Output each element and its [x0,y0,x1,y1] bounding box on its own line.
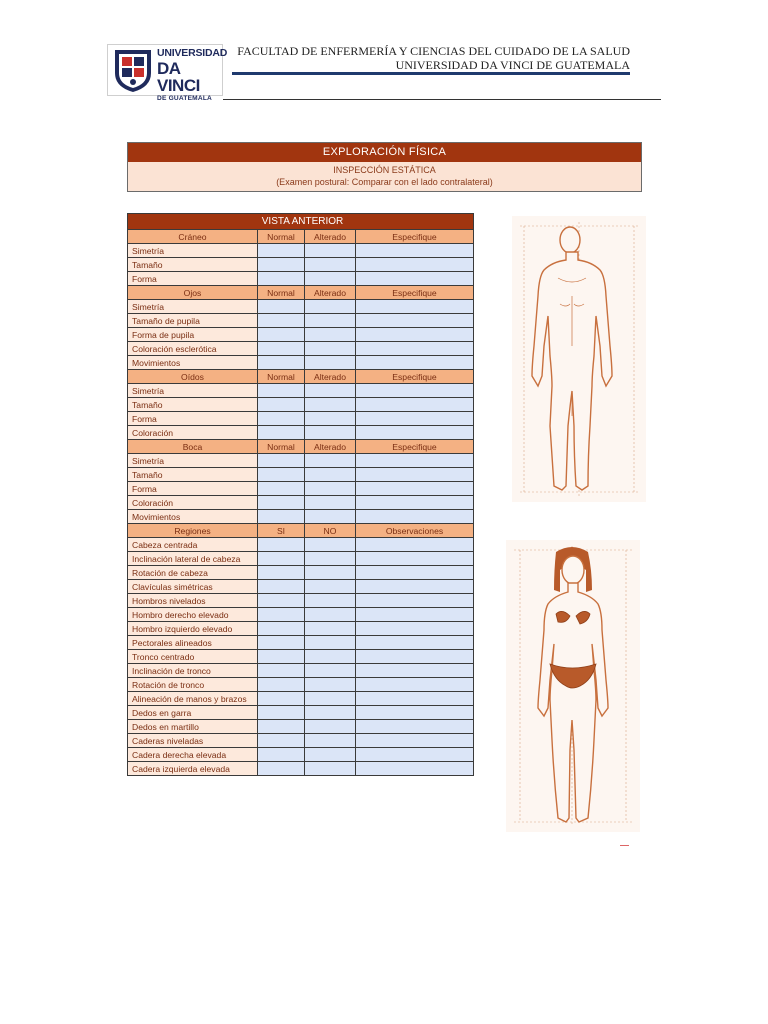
form-title-block [127,142,642,192]
notes-cell[interactable] [356,398,474,412]
section-header-row [128,230,474,244]
row-label: Simetría [128,244,258,258]
second-check-cell[interactable] [305,314,356,328]
table-row [128,398,474,412]
second-check-cell[interactable] [305,328,356,342]
table-row [128,482,474,496]
row-label: Simetría [128,300,258,314]
column-header: Especifique [356,370,474,384]
table-row [128,552,474,566]
row-label: Tamaño de pupila [128,314,258,328]
first-check-cell[interactable] [258,328,305,342]
first-check-cell[interactable] [258,426,305,440]
first-check-cell[interactable] [258,552,305,566]
row-label: Inclinación de tronco [128,664,258,678]
first-check-cell[interactable] [258,272,305,286]
first-check-cell[interactable] [258,454,305,468]
female-figure-icon [506,540,640,832]
second-check-cell[interactable] [305,342,356,356]
row-label: Hombro izquierdo elevado [128,622,258,636]
row-label: Coloración [128,496,258,510]
second-check-cell[interactable] [305,748,356,762]
row-label: Coloración esclerótica [128,342,258,356]
table-row [128,258,474,272]
column-header: Alterado [305,286,356,300]
notes-cell[interactable] [356,468,474,482]
table-row [128,594,474,608]
first-check-cell[interactable] [258,734,305,748]
table-row [128,496,474,510]
table-main-header: VISTA ANTERIOR [128,214,474,230]
first-check-cell[interactable] [258,244,305,258]
row-label: Hombro derecho elevado [128,608,258,622]
notes-cell[interactable] [356,510,474,524]
notes-cell[interactable] [356,734,474,748]
notes-cell[interactable] [356,258,474,272]
second-check-cell[interactable] [305,580,356,594]
notes-cell[interactable] [356,356,474,370]
section-header-row [128,286,474,300]
notes-cell[interactable] [356,552,474,566]
column-header: Alterado [305,370,356,384]
first-check-cell[interactable] [258,356,305,370]
column-header: Normal [258,286,305,300]
row-label: Forma [128,482,258,496]
notes-cell[interactable] [356,636,474,650]
second-check-cell[interactable] [305,300,356,314]
first-check-cell[interactable] [258,720,305,734]
row-label: Dedos en martillo [128,720,258,734]
first-check-cell[interactable] [258,678,305,692]
table-row [128,314,474,328]
column-header: Alterado [305,230,356,244]
notes-cell[interactable] [356,720,474,734]
second-check-cell[interactable] [305,426,356,440]
form-subtitle-box [128,162,641,191]
section-title: Regiones [128,524,258,538]
table-row [128,706,474,720]
notes-cell[interactable] [356,622,474,636]
section-title: Cráneo [128,230,258,244]
table-row [128,608,474,622]
second-check-cell[interactable] [305,244,356,258]
first-check-cell[interactable] [258,412,305,426]
first-check-cell[interactable] [258,482,305,496]
table-row [128,272,474,286]
first-check-cell[interactable] [258,496,305,510]
first-check-cell[interactable] [258,748,305,762]
column-header: SI [258,524,305,538]
second-check-cell[interactable] [305,734,356,748]
row-label: Forma de pupila [128,328,258,342]
first-check-cell[interactable] [258,650,305,664]
second-check-cell[interactable] [305,510,356,524]
table-row [128,244,474,258]
notes-cell[interactable] [356,426,474,440]
row-label: Caderas niveladas [128,734,258,748]
second-check-cell[interactable] [305,412,356,426]
first-check-cell[interactable] [258,692,305,706]
second-check-cell[interactable] [305,706,356,720]
row-label: Hombros nivelados [128,594,258,608]
row-label: Pectorales alineados [128,636,258,650]
logo-line2: DA VINCI [157,58,200,95]
first-check-cell[interactable] [258,468,305,482]
notes-cell[interactable] [356,664,474,678]
row-label: Inclinación lateral de cabeza [128,552,258,566]
male-figure-icon [512,216,646,502]
first-check-cell[interactable] [258,314,305,328]
table-row [128,538,474,552]
second-check-cell[interactable] [305,468,356,482]
table-row [128,734,474,748]
second-check-cell[interactable] [305,496,356,510]
row-label: Rotación de tronco [128,678,258,692]
column-header: Alterado [305,440,356,454]
notes-cell[interactable] [356,272,474,286]
table-row [128,636,474,650]
second-check-cell[interactable] [305,664,356,678]
notes-cell[interactable] [356,328,474,342]
second-check-cell[interactable] [305,720,356,734]
notes-cell[interactable] [356,706,474,720]
notes-cell[interactable] [356,748,474,762]
first-check-cell[interactable] [258,398,305,412]
notes-cell[interactable] [356,580,474,594]
form-instruction: (Examen postural: Comparar con el lado contralateral) [276,177,493,187]
notes-cell[interactable] [356,412,474,426]
notes-cell[interactable] [356,454,474,468]
column-header: Especifique [356,286,474,300]
section-header-row [128,370,474,384]
table-row [128,650,474,664]
form-title: EXPLORACIÓN FÍSICA [128,143,641,162]
row-label: Tronco centrado [128,650,258,664]
row-label: Rotación de cabeza [128,566,258,580]
table-row [128,762,474,776]
second-check-cell[interactable] [305,398,356,412]
table-row [128,356,474,370]
logo-line3: DE GUATEMALA [157,94,213,102]
column-header: NO [305,524,356,538]
row-label: Forma [128,412,258,426]
row-label: Simetría [128,384,258,398]
table-row [128,384,474,398]
notes-cell[interactable] [356,594,474,608]
table-main-header-row [128,214,474,230]
table-row [128,300,474,314]
section-header-row [128,524,474,538]
header-rule-blue [232,72,630,75]
table-row [128,566,474,580]
row-label: Movimientos [128,510,258,524]
first-check-cell[interactable] [258,538,305,552]
second-check-cell[interactable] [305,538,356,552]
first-check-cell[interactable] [258,342,305,356]
row-label: Tamaño [128,398,258,412]
first-check-cell[interactable] [258,580,305,594]
first-check-cell[interactable] [258,608,305,622]
second-check-cell[interactable] [305,356,356,370]
second-check-cell[interactable] [305,384,356,398]
second-check-cell[interactable] [305,482,356,496]
table-row [128,720,474,734]
header-rule [223,99,661,100]
first-check-cell[interactable] [258,510,305,524]
row-label: Tamaño [128,468,258,482]
column-header: Especifique [356,230,474,244]
anterior-view-table [127,213,474,776]
first-check-cell[interactable] [258,300,305,314]
notes-cell[interactable] [356,300,474,314]
row-label: Coloración [128,426,258,440]
row-label: Cadera izquierda elevada [128,762,258,776]
university-logo [107,44,228,102]
row-label: Clavículas simétricas [128,580,258,594]
row-label: Alineación de manos y brazos [128,692,258,706]
table-row [128,412,474,426]
first-check-cell[interactable] [258,594,305,608]
row-label: Simetría [128,454,258,468]
column-header: Normal [258,370,305,384]
university-name: UNIVERSIDAD DA VINCI DE GUATEMALA [395,58,630,72]
table-row [128,580,474,594]
table-row [128,468,474,482]
row-label: Movimientos [128,356,258,370]
second-check-cell[interactable] [305,454,356,468]
notes-cell[interactable] [356,566,474,580]
notes-cell[interactable] [356,678,474,692]
table-row [128,678,474,692]
first-check-cell[interactable] [258,762,305,776]
faculty-name: FACULTAD DE ENFERMERÍA Y CIENCIAS DEL CUIDADO DE LA SALUD [237,44,630,58]
section-title: Ojos [128,286,258,300]
notes-cell[interactable] [356,244,474,258]
table-row [128,510,474,524]
row-label: Cadera derecha elevada [128,748,258,762]
second-check-cell[interactable] [305,622,356,636]
second-check-cell[interactable] [305,552,356,566]
table-row [128,748,474,762]
second-check-cell[interactable] [305,636,356,650]
notes-cell[interactable] [356,384,474,398]
second-check-cell[interactable] [305,678,356,692]
stray-mark [620,845,629,846]
second-check-cell[interactable] [305,594,356,608]
table-row [128,328,474,342]
logo-line1: UNIVERSIDAD [157,47,228,59]
second-check-cell[interactable] [305,762,356,776]
first-check-cell[interactable] [258,706,305,720]
second-check-cell[interactable] [305,650,356,664]
first-check-cell[interactable] [258,664,305,678]
first-check-cell[interactable] [258,258,305,272]
notes-cell[interactable] [356,650,474,664]
section-title: Boca [128,440,258,454]
table-row [128,664,474,678]
notes-cell[interactable] [356,496,474,510]
row-label: Tamaño [128,258,258,272]
header-text [237,44,630,72]
row-label: Cabeza centrada [128,538,258,552]
column-header: Normal [258,230,305,244]
first-check-cell[interactable] [258,566,305,580]
notes-cell[interactable] [356,538,474,552]
section-title: Oídos [128,370,258,384]
notes-cell[interactable] [356,692,474,706]
second-check-cell[interactable] [305,566,356,580]
second-check-cell[interactable] [305,258,356,272]
first-check-cell[interactable] [258,384,305,398]
first-check-cell[interactable] [258,636,305,650]
form-subtitle: INSPECCIÓN ESTÁTICA [333,165,436,175]
notes-cell[interactable] [356,608,474,622]
notes-cell[interactable] [356,762,474,776]
section-header-row [128,440,474,454]
row-label: Dedos en garra [128,706,258,720]
second-check-cell[interactable] [305,608,356,622]
second-check-cell[interactable] [305,692,356,706]
notes-cell[interactable] [356,314,474,328]
column-header: Normal [258,440,305,454]
table-row [128,454,474,468]
table-row [128,692,474,706]
row-label: Forma [128,272,258,286]
second-check-cell[interactable] [305,272,356,286]
university-crest-icon [111,47,155,93]
notes-cell[interactable] [356,342,474,356]
column-header: Observaciones [356,524,474,538]
table-row [128,426,474,440]
column-header: Especifique [356,440,474,454]
notes-cell[interactable] [356,482,474,496]
first-check-cell[interactable] [258,622,305,636]
table-row [128,622,474,636]
table-row [128,342,474,356]
